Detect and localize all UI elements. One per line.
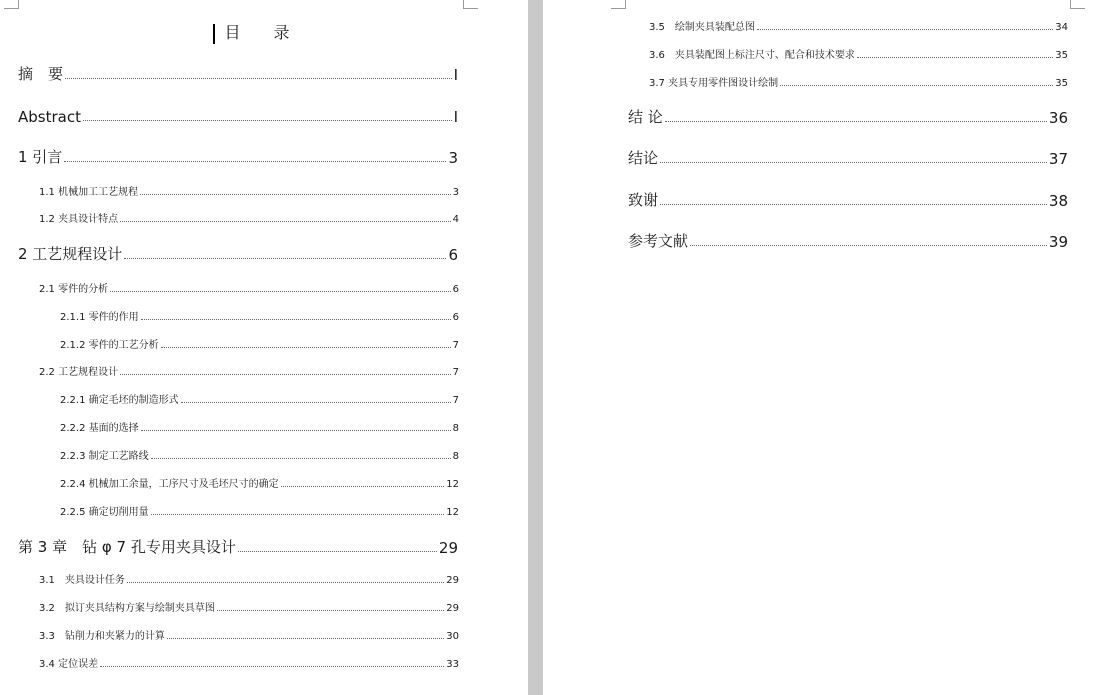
dot-leader: [665, 121, 1047, 122]
dot-leader: [64, 161, 446, 162]
toc-entry-label: 参考文献: [628, 232, 689, 250]
toc-entry-label: 2.2.5 确定切削用量: [60, 507, 149, 518]
toc-entry-page: 6: [452, 284, 459, 295]
toc-entry-label: 结 论: [628, 108, 663, 126]
dot-leader: [690, 245, 1047, 246]
toc-entry-page: 29: [446, 575, 459, 586]
toc-entry-page: 7: [452, 367, 459, 378]
toc-entry[interactable]: [39, 656, 459, 670]
dot-leader: [757, 29, 1053, 30]
toc-entry-page: 8: [452, 451, 459, 462]
toc-entry[interactable]: [39, 281, 459, 295]
dot-leader: [161, 347, 451, 348]
toc-entry-page: 12: [446, 507, 459, 518]
toc-entry-page: 4: [452, 214, 459, 225]
dot-leader: [100, 666, 444, 667]
toc-entry-page: 35: [1055, 78, 1068, 89]
dot-leader: [660, 204, 1047, 205]
toc-entry-label: 2 工艺规程设计: [18, 245, 123, 263]
toc-entry-page: 8: [452, 423, 459, 434]
dot-leader: [281, 486, 445, 487]
toc-entry-page: 3: [452, 187, 459, 198]
toc-entry-page: I: [453, 108, 458, 126]
toc-entry-label: 3.7 夹具专用零件图设计绘制: [649, 78, 779, 89]
dot-leader: [660, 162, 1047, 163]
toc-entry-page: 30: [446, 631, 459, 642]
dot-leader: [140, 194, 451, 195]
toc-entry[interactable]: [628, 148, 1068, 168]
document-page-right: [543, 0, 1107, 695]
toc-entry[interactable]: [39, 211, 459, 225]
toc-entry-label: 2.1.1 零件的作用: [60, 312, 139, 323]
toc-entry-page: 35: [1055, 50, 1068, 61]
dot-leader: [151, 458, 451, 459]
dot-leader: [857, 57, 1053, 58]
toc-entry-page: 3: [448, 149, 458, 167]
toc-entry-page: 12: [446, 479, 459, 490]
toc-entry-page: I: [453, 66, 458, 84]
toc-entry-label: 2.1.2 零件的工艺分析: [60, 340, 159, 351]
toc-entry-page: 7: [452, 395, 459, 406]
toc-entry[interactable]: [39, 600, 459, 614]
toc-entry[interactable]: [39, 572, 459, 586]
toc-entry[interactable]: [18, 537, 458, 557]
dot-leader: [124, 258, 446, 259]
dot-leader: [127, 582, 444, 583]
dot-leader: [141, 430, 451, 431]
toc-entry-page: 36: [1048, 109, 1068, 127]
toc-entry-label: 2.1 零件的分析: [39, 284, 109, 295]
toc-entry-label: 1.2 夹具设计特点: [39, 214, 119, 225]
toc-entry[interactable]: [60, 476, 459, 490]
toc-entry[interactable]: [649, 75, 1068, 89]
toc-entry-label: 3.4 定位误差: [39, 659, 99, 670]
toc-entry-label: 3.2 拟订夹具结构方案与绘制夹具草图: [39, 603, 215, 614]
toc-entry-page: 6: [448, 246, 458, 264]
toc-entry-label: 摘 要: [18, 65, 64, 83]
toc-entry-page: 7: [452, 340, 459, 351]
toc-entry[interactable]: [39, 184, 459, 198]
toc-entry[interactable]: [18, 64, 458, 84]
dot-leader: [141, 319, 451, 320]
page-corner-mark: [4, 0, 19, 9]
toc-title: 目 录: [224, 23, 304, 42]
dot-leader: [217, 610, 444, 611]
dot-leader: [167, 638, 444, 639]
toc-entry-label: 2.2 工艺规程设计: [39, 367, 119, 378]
toc-entry[interactable]: [39, 628, 459, 642]
toc-entry-label: 第 3 章 钻 φ 7 孔专用夹具设计: [18, 538, 236, 556]
dot-leader: [780, 85, 1053, 86]
toc-entry[interactable]: [649, 19, 1068, 33]
toc-entry[interactable]: [60, 504, 459, 518]
toc-entry[interactable]: [628, 107, 1068, 127]
toc-entry-label: 1 引言: [18, 148, 63, 166]
dot-leader: [181, 402, 451, 403]
toc-entry-page: 33: [446, 659, 459, 670]
toc-entry-label: 3.5 绘制夹具装配总图: [649, 22, 755, 33]
toc-entry-page: 29: [446, 603, 459, 614]
toc-entry[interactable]: [18, 147, 458, 167]
dot-leader: [65, 78, 452, 79]
toc-entry[interactable]: [60, 337, 459, 351]
toc-entry-label: 2.2.2 基面的选择: [60, 423, 139, 434]
document-page-left: [0, 0, 528, 695]
toc-entry-label: 结论: [628, 149, 659, 167]
toc-entry-label: 3.1 夹具设计任务: [39, 575, 125, 586]
page-corner-mark: [611, 0, 626, 9]
dot-leader: [120, 221, 451, 222]
toc-entry-label: 3.6 夹具装配图上标注尺寸、配合和技术要求: [649, 50, 855, 61]
dot-leader: [110, 291, 451, 292]
text-cursor: [213, 24, 215, 44]
toc-entry-page: 37: [1048, 150, 1068, 168]
toc-entry[interactable]: [628, 190, 1068, 210]
toc-entry-label: 3.3 钻削力和夹紧力的计算: [39, 631, 165, 642]
toc-entry[interactable]: [60, 420, 459, 434]
toc-entry-label: 2.2.3 制定工艺路线: [60, 451, 149, 462]
page-corner-mark: [463, 0, 478, 9]
dot-leader: [120, 374, 451, 375]
toc-entry-page: 38: [1048, 192, 1068, 210]
toc-entry-label: 2.2.4 机械加工余量，工序尺寸及毛坯尺寸的确定: [60, 479, 279, 490]
toc-entry[interactable]: [18, 244, 458, 264]
page-gutter: [528, 0, 543, 695]
dot-leader: [83, 120, 452, 121]
toc-entry-page: 29: [438, 539, 458, 557]
toc-entry-label: Abstract: [18, 108, 81, 126]
toc-entry-label: 致谢: [628, 191, 659, 209]
toc-entry[interactable]: [628, 231, 1068, 251]
dot-leader: [238, 551, 437, 552]
toc-entry-label: 2.2.1 确定毛坯的制造形式: [60, 395, 179, 406]
page-corner-mark: [1070, 0, 1085, 9]
toc-entry[interactable]: [649, 47, 1068, 61]
dot-leader: [151, 514, 445, 515]
toc-entry[interactable]: [60, 309, 459, 323]
toc-entry[interactable]: [60, 448, 459, 462]
toc-entry-page: 34: [1055, 22, 1068, 33]
toc-entry[interactable]: [60, 392, 459, 406]
toc-entry[interactable]: [39, 364, 459, 378]
toc-entry-page: 6: [452, 312, 459, 323]
toc-entry-page: 39: [1048, 233, 1068, 251]
toc-entry[interactable]: [18, 106, 458, 126]
toc-entry-label: 1.1 机械加工工艺规程: [39, 187, 139, 198]
